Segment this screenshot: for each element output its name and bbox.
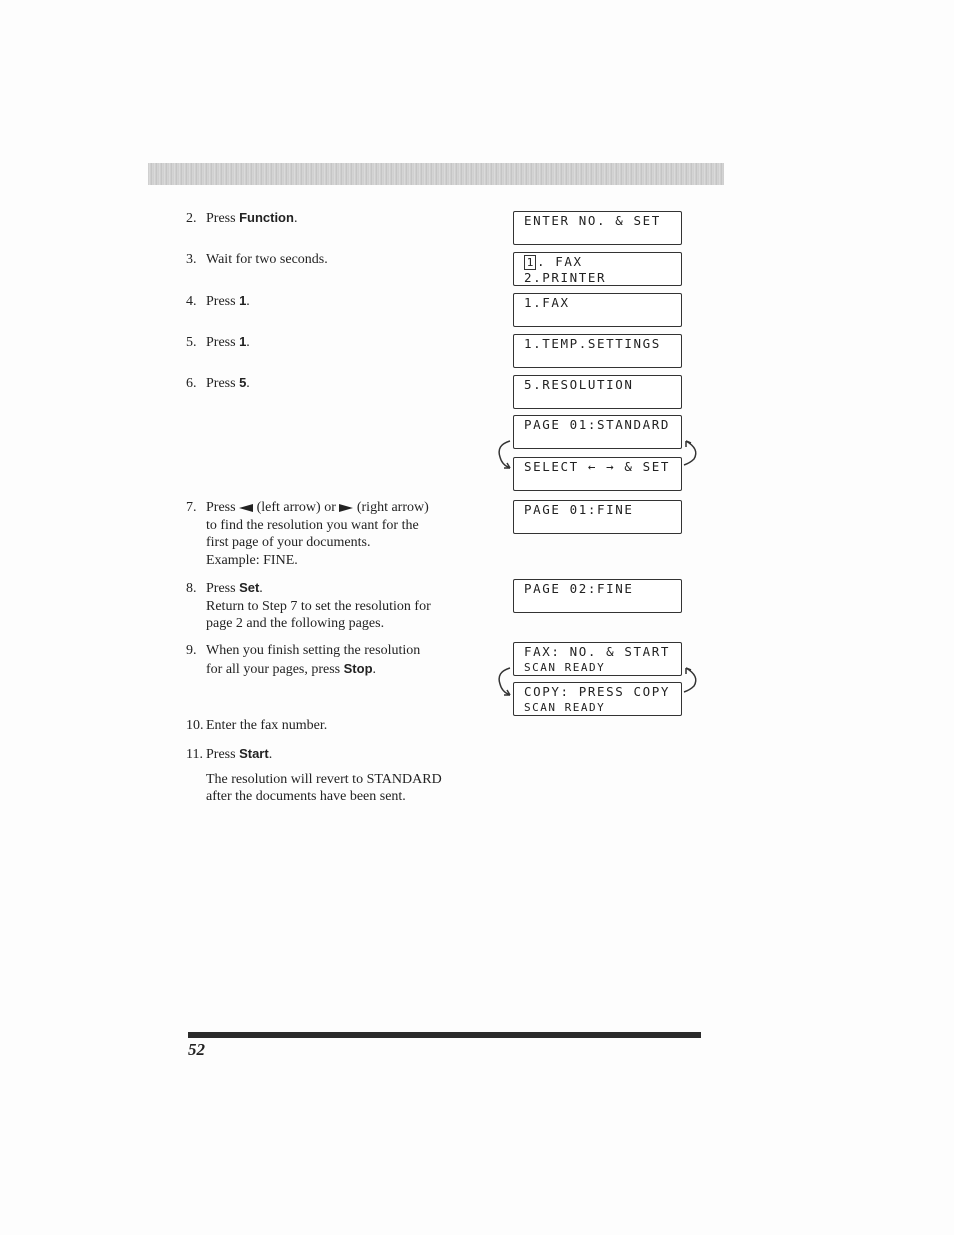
function-key-label: Function — [239, 210, 294, 225]
lcd-fax-start: FAX: NO. & START SCAN READY — [513, 642, 682, 676]
step-8: 8. Press Set. Return to Step 7 to set the resolution for page 2 and the following pages. — [186, 580, 431, 631]
step-11: 11. Press Start. The resolution will revert to STANDARD after the documents have been sent. — [186, 746, 442, 804]
step-9: 9. When you finish setting the resolution for all your pages, press Stop. — [186, 643, 421, 677]
step-5: 5. Press 1. — [186, 334, 250, 350]
step-6: 6. Press 5. — [186, 375, 250, 391]
left-arrow-icon — [239, 504, 253, 512]
lcd-fax-printer-menu: 1 . FAX 2.PRINTER — [513, 252, 682, 286]
step-10: 10. Enter the fax number. — [186, 718, 328, 733]
step-2: 2. Press Function. — [186, 210, 298, 226]
lcd-fax: 1.FAX — [513, 293, 682, 327]
lcd-temp-settings: 1.TEMP.SETTINGS — [513, 334, 682, 368]
lcd-copy: COPY: PRESS COPY SCAN READY — [513, 682, 682, 716]
lcd-select: SELECT ← → & SET — [513, 457, 682, 491]
footer-rule — [188, 1032, 701, 1038]
step-3: 3. Wait for two seconds. — [186, 252, 328, 267]
header-band — [148, 163, 724, 185]
lcd-page01-standard: PAGE 01:STANDARD — [513, 415, 682, 449]
right-arrow-icon — [339, 504, 353, 512]
page-number: 52 — [188, 1040, 205, 1059]
lcd-page02-fine: PAGE 02:FINE — [513, 579, 682, 613]
step-7: 7. Press (left arrow) or (right arrow) to find the resolution you want for the first page of your documents. Example: FINE. — [186, 500, 429, 568]
lcd-enter-no: ENTER NO. & SET — [513, 211, 682, 245]
lcd-page01-fine: PAGE 01:FINE — [513, 500, 682, 534]
lcd-resolution: 5.RESOLUTION — [513, 375, 682, 409]
step-4: 4. Press 1. — [186, 293, 250, 309]
